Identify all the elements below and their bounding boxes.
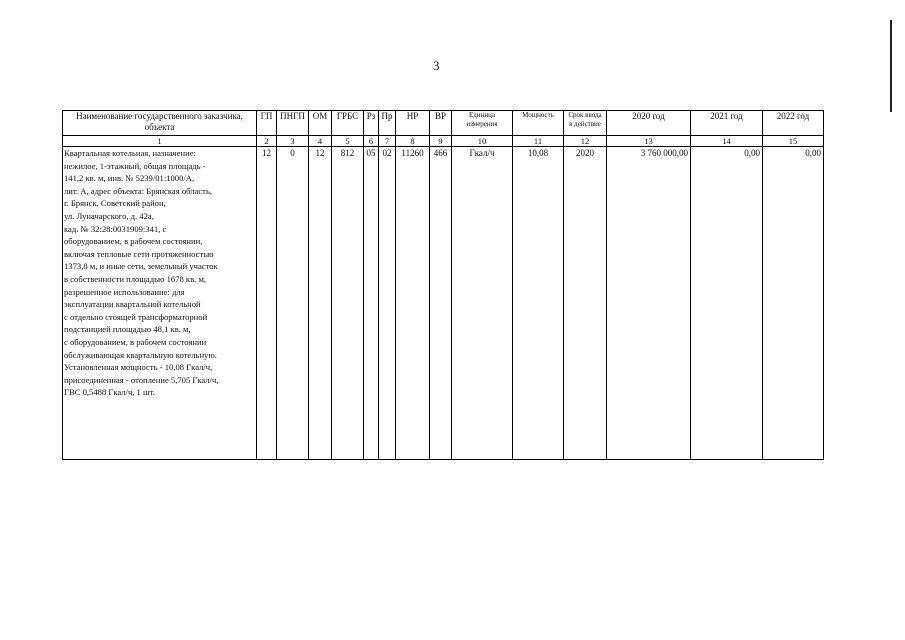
header-commissioning: Срок ввода в действие (564, 111, 607, 136)
header-nr: НР (396, 111, 430, 136)
column-number: 1 (63, 136, 257, 147)
column-number: 6 (364, 136, 379, 147)
description-line: ГВС 0,5488 Гкал/ч, 1 шт. (64, 387, 155, 398)
cell-power: 10,08 (513, 147, 564, 460)
description-line: эксплуатации квартальной котельной (64, 299, 201, 310)
cell-2021: 0,00 (691, 147, 763, 460)
cell-2022: 0,00 (763, 147, 824, 460)
column-number: 9 (430, 136, 452, 147)
column-number: 12 (564, 136, 607, 147)
description-line: ул. Луначарского, д. 42а, (64, 210, 154, 221)
description-line: с отдельно стоящей трансформаторной (64, 311, 208, 322)
column-number: 5 (332, 136, 364, 147)
margin-rule (890, 20, 892, 112)
header-grbs: ГРБС (332, 111, 364, 136)
column-number: 11 (513, 136, 564, 147)
header-2021: 2021 год (691, 111, 763, 136)
cell-unit: Гкал/ч (452, 147, 513, 460)
cell-gp: 12 (257, 147, 277, 460)
column-number: 13 (607, 136, 691, 147)
header-power: Мощность (513, 111, 564, 136)
cell-rz: 05 (364, 147, 379, 460)
description-line: присоединенная - отопление 5,705 Гкал/ч, (64, 374, 219, 385)
header-gp: ГП (257, 111, 277, 136)
cell-pr: 02 (379, 147, 396, 460)
description-line: г. Брянск, Советский район, (64, 198, 166, 209)
description-line: разрешенное использование: для (64, 286, 185, 297)
column-number-row (63, 136, 824, 147)
header-om: ОМ (309, 111, 332, 136)
object-description (63, 147, 257, 460)
column-number: 10 (452, 136, 513, 147)
cell-om: 12 (309, 147, 332, 460)
column-number: 8 (396, 136, 430, 147)
page-number: 3 (433, 58, 440, 73)
table-row (63, 147, 824, 460)
column-number: 2 (257, 136, 277, 147)
header-vr: ВР (430, 111, 452, 136)
description-line: кад. № 32:28:0031909:341, с (64, 223, 167, 234)
header-pngp: ПНГП (277, 111, 309, 136)
description-line: в собственности площадью 1678 кв. м, (64, 273, 207, 284)
description-line: нежилое, 1-этажный, общая площадь - (64, 160, 206, 171)
header-rz: Рз (364, 111, 379, 136)
column-number: 4 (309, 136, 332, 147)
description-line: Квартальная котельная, назначение: (64, 148, 196, 158)
investment-table (62, 110, 824, 460)
header-unit: Единица измерения (452, 111, 513, 136)
cell-commissioning: 2020 (564, 147, 607, 460)
description-line: включая тепловые сети протяженностью (64, 248, 214, 259)
column-number: 3 (277, 136, 309, 147)
description-line: подстанцией площадью 48,1 кв. м, (64, 324, 191, 335)
cell-pngp: 0 (277, 147, 309, 460)
cell-nr: 11260 (396, 147, 430, 460)
cell-grbs: 812 (332, 147, 364, 460)
description-line: 1373,8 м, и иные сети, земельный участок (64, 261, 218, 272)
header-2020: 2020 год (607, 111, 691, 136)
header-pr: Пр (379, 111, 396, 136)
description-line: Установленная мощность - 10,08 Гкал/ч, (64, 362, 213, 373)
column-number: 15 (763, 136, 824, 147)
column-number: 7 (379, 136, 396, 147)
description-line: лит. А, адрес объекта: Брянская область, (64, 185, 213, 196)
header-2022: 2022 год (763, 111, 824, 136)
description-line: с оборудованием, в рабочем состоянии (64, 336, 207, 347)
cell-vr: 466 (430, 147, 452, 460)
header-name: Наименование государственного заказчика, объекта (63, 111, 257, 136)
description-line: оборудованием, в рабочем состоянии, (64, 236, 203, 247)
description-line: 141,2 кв. м, инв. № 5239/01:1000/А, (64, 173, 195, 184)
header-row (63, 111, 824, 136)
column-number: 14 (691, 136, 763, 147)
description-line: обслуживающая квартальную котельную. (64, 349, 217, 360)
cell-2020: 3 760 000,00 (607, 147, 691, 460)
